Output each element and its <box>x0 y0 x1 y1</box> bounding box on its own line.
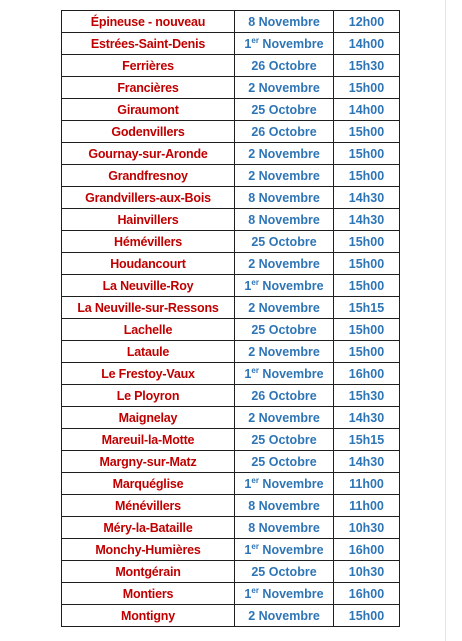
commune-cell <box>62 495 235 517</box>
commune-cell <box>62 209 235 231</box>
date-month: Novembre <box>258 190 320 205</box>
time: 15h00 <box>348 344 385 359</box>
commune-cell <box>62 407 235 429</box>
date <box>251 235 316 249</box>
commune-name: Grandvillers-aux-Bois <box>85 190 211 205</box>
time: 15h00 <box>348 256 385 271</box>
commune-name: Estrées-Saint-Denis <box>90 36 206 51</box>
time: 16h00 <box>348 366 385 381</box>
time-cell <box>334 99 400 121</box>
time-cell <box>334 407 400 429</box>
date-cell <box>235 385 334 407</box>
date-cell <box>235 253 334 275</box>
date <box>248 411 320 425</box>
time: 15h00 <box>348 278 385 293</box>
time-cell <box>334 187 400 209</box>
commune-name: Montigny <box>121 608 175 623</box>
time-cell <box>334 121 400 143</box>
date-month: Novembre <box>258 212 320 227</box>
date <box>251 389 316 403</box>
date-cell <box>235 77 334 99</box>
commune-cell <box>62 319 235 341</box>
date-day: 2 <box>248 80 256 95</box>
commune-name: La Neuville-Roy <box>102 278 194 293</box>
table-row <box>62 33 400 55</box>
date-ordinal: er <box>251 35 259 45</box>
date <box>251 103 316 117</box>
date-month: Octobre <box>268 564 317 579</box>
date-cell <box>235 363 334 385</box>
date-cell <box>235 341 334 363</box>
commune-cell <box>62 77 235 99</box>
time-cell <box>334 473 400 495</box>
date-day: 25 <box>251 564 266 579</box>
date-month: Novembre <box>258 498 320 513</box>
commune-name: Le Ployron <box>116 388 180 403</box>
commune-cell <box>62 517 235 539</box>
date <box>251 433 316 447</box>
date-ordinal: er <box>251 541 259 551</box>
date-cell <box>235 583 334 605</box>
date <box>248 521 320 535</box>
table-row <box>62 11 400 33</box>
date <box>248 257 320 271</box>
date-month: Octobre <box>268 124 317 139</box>
time-cell <box>334 539 400 561</box>
table-row <box>62 77 400 99</box>
date-day: 2 <box>248 608 256 623</box>
commune-name: Marquéglise <box>112 476 184 491</box>
date-day: 25 <box>251 234 266 249</box>
time-cell <box>334 209 400 231</box>
date-month: Novembre <box>258 608 320 623</box>
date-month: Novembre <box>262 278 324 293</box>
date-day: 2 <box>248 344 256 359</box>
date-month: Novembre <box>258 344 320 359</box>
commune-name: Houdancourt <box>110 256 186 271</box>
date-month: Novembre <box>262 586 324 601</box>
date-month: Octobre <box>268 102 317 117</box>
time: 15h00 <box>348 322 385 337</box>
time-cell <box>334 165 400 187</box>
date <box>248 191 320 205</box>
date-month: Novembre <box>258 168 320 183</box>
commune-name: Monchy-Humières <box>95 542 201 557</box>
date-day: 8 <box>248 520 256 535</box>
table-row <box>62 297 400 319</box>
commune-cell <box>62 143 235 165</box>
commune-name: Le Frestoy-Vaux <box>101 366 195 381</box>
table-row <box>62 561 400 583</box>
commune-cell <box>62 275 235 297</box>
date <box>244 279 323 293</box>
date <box>248 609 320 623</box>
commune-name: Francières <box>117 80 179 95</box>
time: 15h00 <box>348 124 385 139</box>
date-month: Novembre <box>262 542 324 557</box>
date-day: 1 <box>244 476 252 491</box>
commune-cell <box>62 363 235 385</box>
date <box>244 477 323 491</box>
commune-cell <box>62 99 235 121</box>
commune-cell <box>62 165 235 187</box>
date <box>248 301 320 315</box>
date <box>251 455 316 469</box>
date-cell <box>235 517 334 539</box>
date-cell <box>235 11 334 33</box>
time: 12h00 <box>348 14 385 29</box>
date-cell <box>235 451 334 473</box>
commune-name: Lataule <box>126 344 170 359</box>
time: 14h00 <box>348 102 385 117</box>
date-day: 2 <box>248 300 256 315</box>
table-row <box>62 517 400 539</box>
commune-name: Hainvillers <box>117 212 179 227</box>
commune-cell <box>62 473 235 495</box>
table-row <box>62 429 400 451</box>
date-cell <box>235 561 334 583</box>
date-cell <box>235 99 334 121</box>
commune-cell <box>62 451 235 473</box>
time: 14h30 <box>348 410 385 425</box>
commune-name: Grandfresnoy <box>108 168 188 183</box>
date-month: Novembre <box>258 256 320 271</box>
table-row <box>62 231 400 253</box>
date-cell <box>235 55 334 77</box>
date-cell <box>235 605 334 627</box>
date-day: 26 <box>251 58 266 73</box>
time: 15h00 <box>348 234 385 249</box>
table-row <box>62 495 400 517</box>
commune-name: Mareuil-la-Motte <box>101 432 195 447</box>
date-month: Octobre <box>268 432 317 447</box>
commune-name: Montgérain <box>115 564 181 579</box>
table-row <box>62 275 400 297</box>
table-row <box>62 143 400 165</box>
time: 16h00 <box>348 542 385 557</box>
date-month: Novembre <box>262 476 324 491</box>
time-cell <box>334 451 400 473</box>
date-day: 2 <box>248 168 256 183</box>
date-month: Octobre <box>268 234 317 249</box>
time-cell <box>334 55 400 77</box>
date-month: Novembre <box>258 410 320 425</box>
table-row <box>62 319 400 341</box>
date-cell <box>235 143 334 165</box>
date-day: 8 <box>248 212 256 227</box>
time-cell <box>334 341 400 363</box>
date-day: 25 <box>251 432 266 447</box>
table-row <box>62 385 400 407</box>
schedule-table <box>61 10 400 627</box>
date-month: Novembre <box>258 14 320 29</box>
time: 15h30 <box>348 58 385 73</box>
time: 15h00 <box>348 80 385 95</box>
date <box>251 125 316 139</box>
date <box>248 499 320 513</box>
time-cell <box>334 143 400 165</box>
time: 15h00 <box>348 608 385 623</box>
commune-name: Gournay-sur-Aronde <box>88 146 208 161</box>
time-cell <box>334 297 400 319</box>
commune-name: Giraumont <box>117 102 179 117</box>
commune-name: Hémévillers <box>114 234 182 249</box>
date-month: Octobre <box>268 322 317 337</box>
commune-cell <box>62 341 235 363</box>
commune-cell <box>62 253 235 275</box>
time-cell <box>334 429 400 451</box>
commune-cell <box>62 385 235 407</box>
commune-name: Montiers <box>122 586 174 601</box>
date-day: 1 <box>244 36 252 51</box>
time-cell <box>334 33 400 55</box>
date-day: 2 <box>248 410 256 425</box>
commune-name: Ménévillers <box>115 498 181 513</box>
commune-name: La Neuville-sur-Ressons <box>77 300 219 315</box>
date-cell <box>235 121 334 143</box>
table-row <box>62 341 400 363</box>
time: 14h30 <box>348 454 385 469</box>
date-day: 8 <box>248 498 256 513</box>
date-day: 26 <box>251 388 266 403</box>
commune-name: Ferrières <box>122 58 174 73</box>
time-cell <box>334 253 400 275</box>
commune-cell <box>62 605 235 627</box>
date-cell <box>235 473 334 495</box>
date-month: Novembre <box>258 80 320 95</box>
date-ordinal: er <box>251 585 259 595</box>
date-month: Octobre <box>268 454 317 469</box>
table-row <box>62 209 400 231</box>
date-month: Novembre <box>262 36 324 51</box>
date-cell <box>235 187 334 209</box>
commune-cell <box>62 121 235 143</box>
commune-cell <box>62 33 235 55</box>
date-cell <box>235 209 334 231</box>
commune-name: Lachelle <box>123 322 173 337</box>
time: 15h00 <box>348 146 385 161</box>
date-ordinal: er <box>251 475 259 485</box>
date <box>248 15 320 29</box>
date-cell <box>235 319 334 341</box>
time-cell <box>334 319 400 341</box>
commune-cell <box>62 231 235 253</box>
commune-cell <box>62 561 235 583</box>
commune-name: Maignelay <box>118 410 178 425</box>
date-day: 25 <box>251 322 266 337</box>
date <box>248 213 320 227</box>
date <box>248 169 320 183</box>
date-day: 8 <box>248 14 256 29</box>
table-row <box>62 187 400 209</box>
date-day: 2 <box>248 146 256 161</box>
date-ordinal: er <box>251 365 259 375</box>
time: 14h30 <box>348 190 385 205</box>
date <box>248 147 320 161</box>
time-cell <box>334 561 400 583</box>
date-cell <box>235 495 334 517</box>
commune-cell <box>62 429 235 451</box>
commune-cell <box>62 187 235 209</box>
time-cell <box>334 11 400 33</box>
date-day: 1 <box>244 366 252 381</box>
date <box>251 59 316 73</box>
date-cell <box>235 539 334 561</box>
time-cell <box>334 363 400 385</box>
time: 15h00 <box>348 168 385 183</box>
date <box>248 345 320 359</box>
date <box>251 565 316 579</box>
date-day: 1 <box>244 278 252 293</box>
table-row <box>62 473 400 495</box>
commune-name: Godenvillers <box>111 124 185 139</box>
commune-name: Méry-la-Bataille <box>103 520 193 535</box>
date-month: Novembre <box>258 146 320 161</box>
time-cell <box>334 77 400 99</box>
date-month: Novembre <box>262 366 324 381</box>
commune-cell <box>62 297 235 319</box>
time: 11h00 <box>349 498 384 513</box>
date-month: Novembre <box>258 520 320 535</box>
time: 15h15 <box>348 432 385 447</box>
time: 15h30 <box>348 388 385 403</box>
time-cell <box>334 583 400 605</box>
commune-cell <box>62 539 235 561</box>
date-cell <box>235 275 334 297</box>
date-day: 1 <box>244 586 252 601</box>
date-day: 25 <box>251 102 266 117</box>
table-row <box>62 165 400 187</box>
date-day: 8 <box>248 190 256 205</box>
date <box>244 37 323 51</box>
time: 11h00 <box>349 476 384 491</box>
time-cell <box>334 495 400 517</box>
table-row <box>62 583 400 605</box>
time: 10h30 <box>348 564 385 579</box>
date <box>251 323 316 337</box>
date <box>248 81 320 95</box>
table-row <box>62 407 400 429</box>
date-month: Novembre <box>258 300 320 315</box>
date <box>244 587 323 601</box>
date-month: Octobre <box>268 388 317 403</box>
commune-name: Épineuse - nouveau <box>90 14 206 29</box>
date <box>244 543 323 557</box>
table-row <box>62 55 400 77</box>
date <box>244 367 323 381</box>
table-row <box>62 605 400 627</box>
date-cell <box>235 33 334 55</box>
time: 16h00 <box>348 586 385 601</box>
time: 10h30 <box>348 520 385 535</box>
table-row <box>62 121 400 143</box>
commune-cell <box>62 55 235 77</box>
time-cell <box>334 385 400 407</box>
date-cell <box>235 407 334 429</box>
table-row <box>62 539 400 561</box>
time: 15h15 <box>348 300 385 315</box>
time-cell <box>334 605 400 627</box>
commune-name: Margny-sur-Matz <box>99 454 197 469</box>
date-day: 2 <box>248 256 256 271</box>
time-cell <box>334 231 400 253</box>
time-cell <box>334 275 400 297</box>
time-cell <box>334 517 400 539</box>
schedule-table-body <box>62 11 400 627</box>
date-ordinal: er <box>251 277 259 287</box>
date-cell <box>235 165 334 187</box>
time: 14h00 <box>348 36 385 51</box>
date-month: Octobre <box>268 58 317 73</box>
date-day: 25 <box>251 454 266 469</box>
table-row <box>62 363 400 385</box>
date-cell <box>235 231 334 253</box>
date-day: 26 <box>251 124 266 139</box>
date-cell <box>235 297 334 319</box>
time: 14h30 <box>348 212 385 227</box>
table-row <box>62 99 400 121</box>
commune-cell <box>62 583 235 605</box>
date-cell <box>235 429 334 451</box>
table-row <box>62 253 400 275</box>
date-day: 1 <box>244 542 252 557</box>
table-row <box>62 451 400 473</box>
commune-cell <box>62 11 235 33</box>
